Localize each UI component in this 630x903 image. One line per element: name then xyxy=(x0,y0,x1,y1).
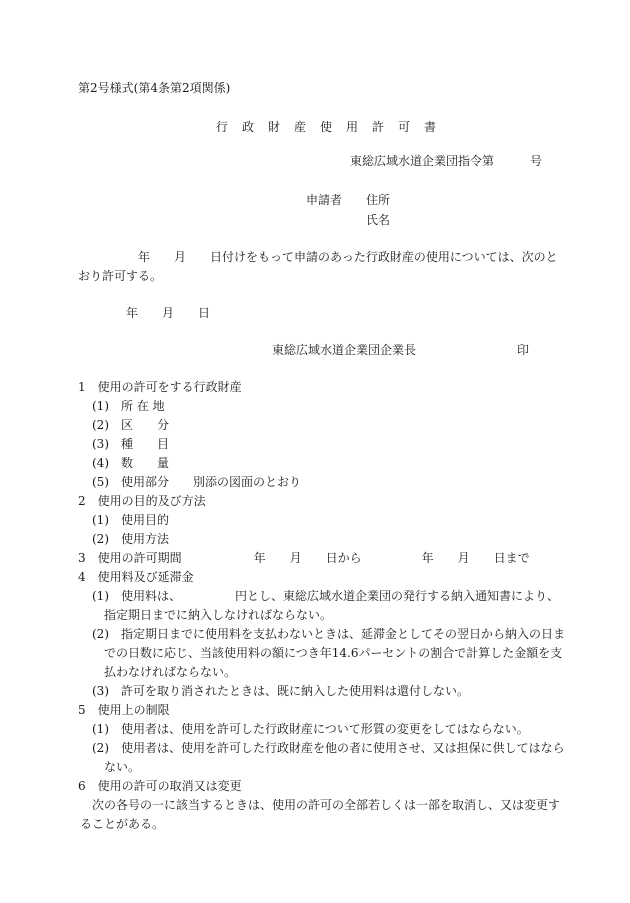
section-4-heading: 4 使用料及び延滞金 xyxy=(78,570,194,584)
section-1-item: (4) 数 量 xyxy=(92,456,169,470)
form-number: 第2号様式(第4条第2項関係) xyxy=(78,81,231,95)
title-char: 用 xyxy=(346,120,359,134)
intro-line-1: 年 月 日付けをもって申請のあった行政財産の使用については、次のと xyxy=(138,250,558,264)
section-4-item-1-cont: 指定期日までに納入しなければならない。 xyxy=(104,608,333,622)
section-2-heading: 2 使用の目的及び方法 xyxy=(78,494,206,508)
section-4-item-2-cont: での日数に応じ、当該使用料の額につき年14.6パーセントの割合で計算した金額を支 xyxy=(104,646,563,660)
applicant-address-label: 住所 xyxy=(366,193,391,207)
section-6-heading: 6 使用の許可の取消又は変更 xyxy=(78,779,242,793)
section-1-item: (2) 区 分 xyxy=(92,418,169,432)
title-char: 書 xyxy=(424,120,437,134)
section-1-item: (1) 所 在 地 xyxy=(92,399,165,413)
document-title xyxy=(216,121,444,133)
section-3-heading: 3 使用の許可期間 年 月 日から 年 月 日まで xyxy=(78,551,530,565)
issuer-title: 東総広域水道企業団企業長 xyxy=(272,343,417,357)
section-4-item-2: (2) 指定期日までに使用料を支払わないときは、延滞金としてその翌日から納入の日ま xyxy=(92,627,566,641)
section-4-item-1: (1) 使用料は、 円とし、東総広域水道企業団の発行する納入通知書により、 xyxy=(92,589,560,603)
section-1-heading: 1 使用の許可をする行政財産 xyxy=(78,380,242,394)
section-5-item-1: (1) 使用者は、使用を許可した行政財産について形質の変更をしてはならない。 xyxy=(92,722,529,736)
section-2-item: (2) 使用方法 xyxy=(92,532,169,546)
section-5-heading: 5 使用上の制限 xyxy=(78,703,170,717)
applicant-name-label: 氏名 xyxy=(366,213,391,227)
section-1-item: (3) 種 目 xyxy=(92,437,169,451)
title-char: 使 xyxy=(320,120,333,134)
title-char: 産 xyxy=(294,120,307,134)
section-2-item: (1) 使用目的 xyxy=(92,513,169,527)
title-char: 政 xyxy=(242,120,255,134)
title-char: 財 xyxy=(268,120,281,134)
section-5-item-2: (2) 使用者は、使用を許可した行政財産を他の者に使用させ、又は担保に供してはなら xyxy=(92,741,565,755)
applicant-label: 申請者 xyxy=(306,193,343,207)
title-char: 行 xyxy=(216,120,229,134)
section-4-item-3: (3) 許可を取り消されたときは、既に納入した使用料は還付しない。 xyxy=(92,684,470,698)
section-6-body-cont: ることがある。 xyxy=(80,817,165,831)
seal-mark: 印 xyxy=(517,343,530,357)
section-4-item-2-cont: 払わなければならない。 xyxy=(104,665,237,679)
section-6-body: 次の各号の一に該当するときは、使用の許可の全部若しくは一部を取消し、又は変更す xyxy=(92,798,561,812)
title-char: 可 xyxy=(398,120,411,134)
section-5-item-2-cont: ない。 xyxy=(104,760,141,774)
issue-date: 年 月 日 xyxy=(126,306,211,320)
section-1-item: (5) 使用部分 別添の図面のとおり xyxy=(92,475,301,489)
directive-number: 東総広域水道企業団指令第 号 xyxy=(350,154,543,168)
intro-line-2: おり許可する。 xyxy=(78,269,163,283)
title-char: 許 xyxy=(372,120,385,134)
